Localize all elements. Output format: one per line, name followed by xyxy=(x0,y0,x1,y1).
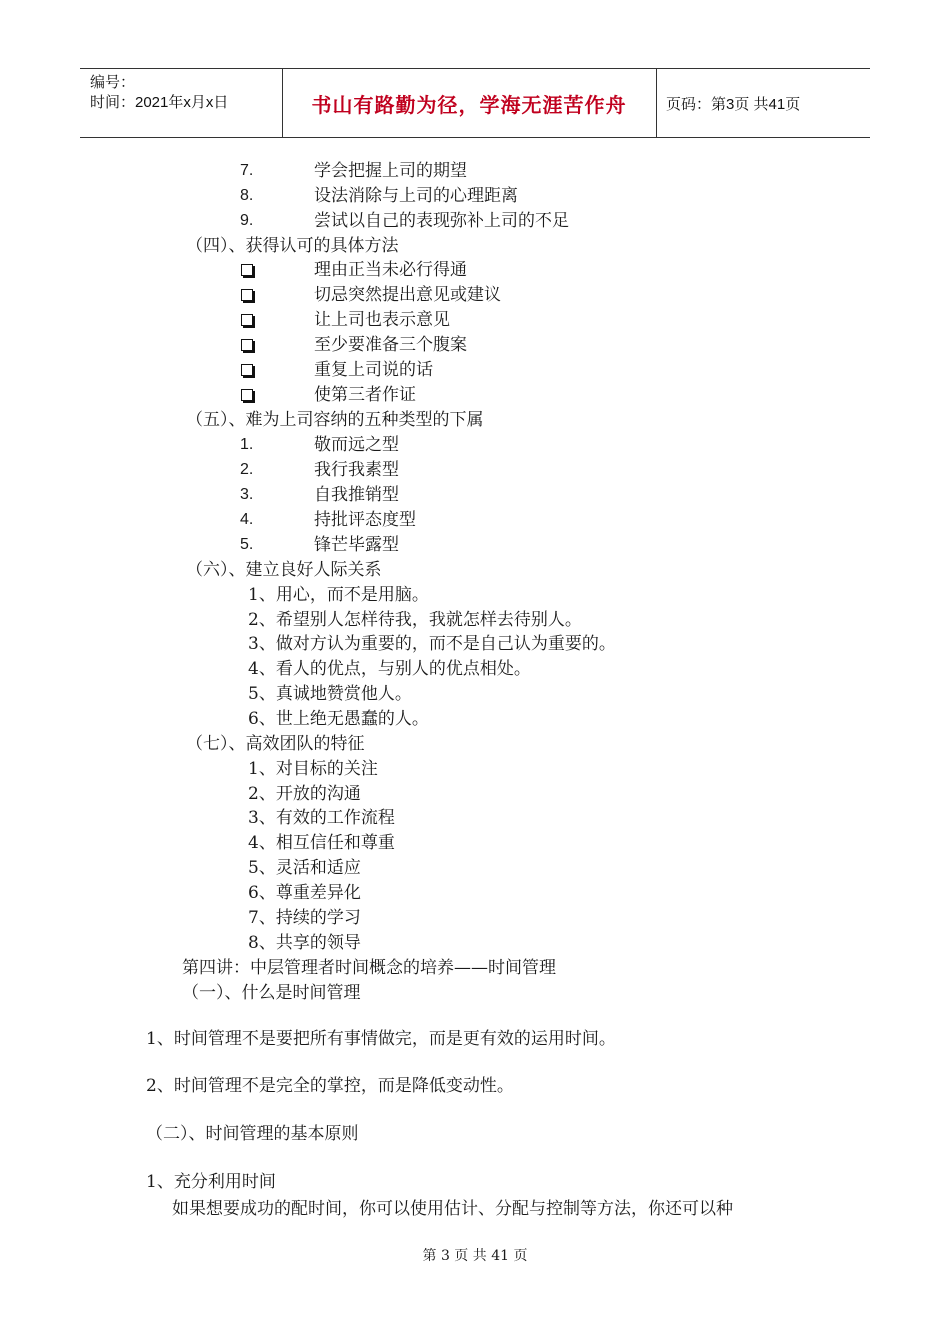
list-item: 切忌突然提出意见或建议 xyxy=(314,285,501,305)
list-item-number: 3. xyxy=(240,486,254,503)
list-item: 学会把握上司的期望 xyxy=(314,161,467,181)
paragraph: 1、时间管理不是要把所有事情做完，而是更有效的运用时间。 xyxy=(146,1029,616,1049)
list-item: 4、看人的优点，与别人的优点相处。 xyxy=(248,659,531,679)
list-item: 8、共享的领导 xyxy=(248,933,361,953)
checkbox-bullet-icon xyxy=(241,364,253,376)
list-item: 3、有效的工作流程 xyxy=(248,808,395,828)
list-item-number: 4. xyxy=(240,511,254,528)
list-item-number: 1. xyxy=(240,436,254,453)
checkbox-bullet-icon xyxy=(241,314,253,326)
list-item: 尝试以自己的表现弥补上司的不足 xyxy=(314,211,569,231)
list-item: 理由正当未必行得通 xyxy=(314,260,467,280)
list-item-number: 9. xyxy=(240,212,254,229)
list-item: 6、尊重差异化 xyxy=(248,883,361,903)
section-heading: （二）、时间管理的基本原则 xyxy=(146,1124,359,1144)
checkbox-bullet-icon xyxy=(241,339,253,351)
paragraph: 1、充分利用时间 xyxy=(146,1172,276,1192)
number-label: 编号： xyxy=(90,74,136,91)
list-item: 1、对目标的关注 xyxy=(248,759,378,779)
list-item: 敬而远之型 xyxy=(314,435,399,455)
list-item: 2、开放的沟通 xyxy=(248,784,361,804)
page-footer: 第 3 页 共 41 页 xyxy=(422,1248,528,1264)
list-item: 持批评态度型 xyxy=(314,510,416,530)
paragraph: 如果想要成功的配时间，你可以使用估计、分配与控制等方法，你还可以种 xyxy=(172,1199,733,1219)
list-item: 重复上司说的话 xyxy=(314,360,433,380)
checkbox-bullet-icon xyxy=(241,389,253,401)
time-label: 时间：2021年x月x日 xyxy=(90,94,229,111)
paragraph: 2、时间管理不是完全的掌控，而是降低变动性。 xyxy=(146,1076,514,1096)
list-item: 自我推销型 xyxy=(314,485,399,505)
section-heading: （一）、什么是时间管理 xyxy=(182,983,361,1003)
list-item: 设法消除与上司的心理距离 xyxy=(314,186,518,206)
list-item: 我行我素型 xyxy=(314,460,399,480)
lecture-title: 第四讲：中层管理者时间概念的培养——时间管理 xyxy=(182,958,556,978)
header-meta xyxy=(90,73,228,113)
section-heading: （七）、高效团队的特征 xyxy=(186,734,365,754)
list-item: 让上司也表示意见 xyxy=(314,310,450,330)
section-heading: （五）、难为上司容纳的五种类型的下属 xyxy=(186,410,484,430)
header-page-info: 页码：第3页 共41页 xyxy=(666,95,801,113)
checkbox-bullet-icon xyxy=(241,264,253,276)
list-item-number: 7. xyxy=(240,162,254,179)
page-header xyxy=(80,68,870,138)
checkbox-bullet-icon xyxy=(241,289,253,301)
list-item-number: 2. xyxy=(240,461,254,478)
list-item: 5、灵活和适应 xyxy=(248,858,361,878)
header-motto: 书山有路勤为径，学海无涯苦作舟 xyxy=(311,92,627,117)
list-item: 锋芒毕露型 xyxy=(314,535,399,555)
list-item: 5、真诚地赞赏他人。 xyxy=(248,684,412,704)
list-item: 至少要准备三个腹案 xyxy=(314,335,467,355)
list-item-number: 8. xyxy=(240,187,254,204)
list-item: 3、做对方认为重要的，而不是自己认为重要的。 xyxy=(248,634,616,654)
section-heading: （六）、建立良好人际关系 xyxy=(186,560,382,580)
list-item: 使第三者作证 xyxy=(314,385,416,405)
header-divider xyxy=(656,69,657,137)
list-item: 2、希望别人怎样待我，我就怎样去待别人。 xyxy=(248,610,582,630)
list-item: 7、持续的学习 xyxy=(248,908,361,928)
list-item: 4、相互信任和尊重 xyxy=(248,833,395,853)
section-heading: （四）、获得认可的具体方法 xyxy=(186,236,399,256)
list-item-number: 5. xyxy=(240,536,254,553)
list-item: 1、用心，而不是用脑。 xyxy=(248,585,429,605)
list-item: 6、世上绝无愚蠢的人。 xyxy=(248,709,429,729)
